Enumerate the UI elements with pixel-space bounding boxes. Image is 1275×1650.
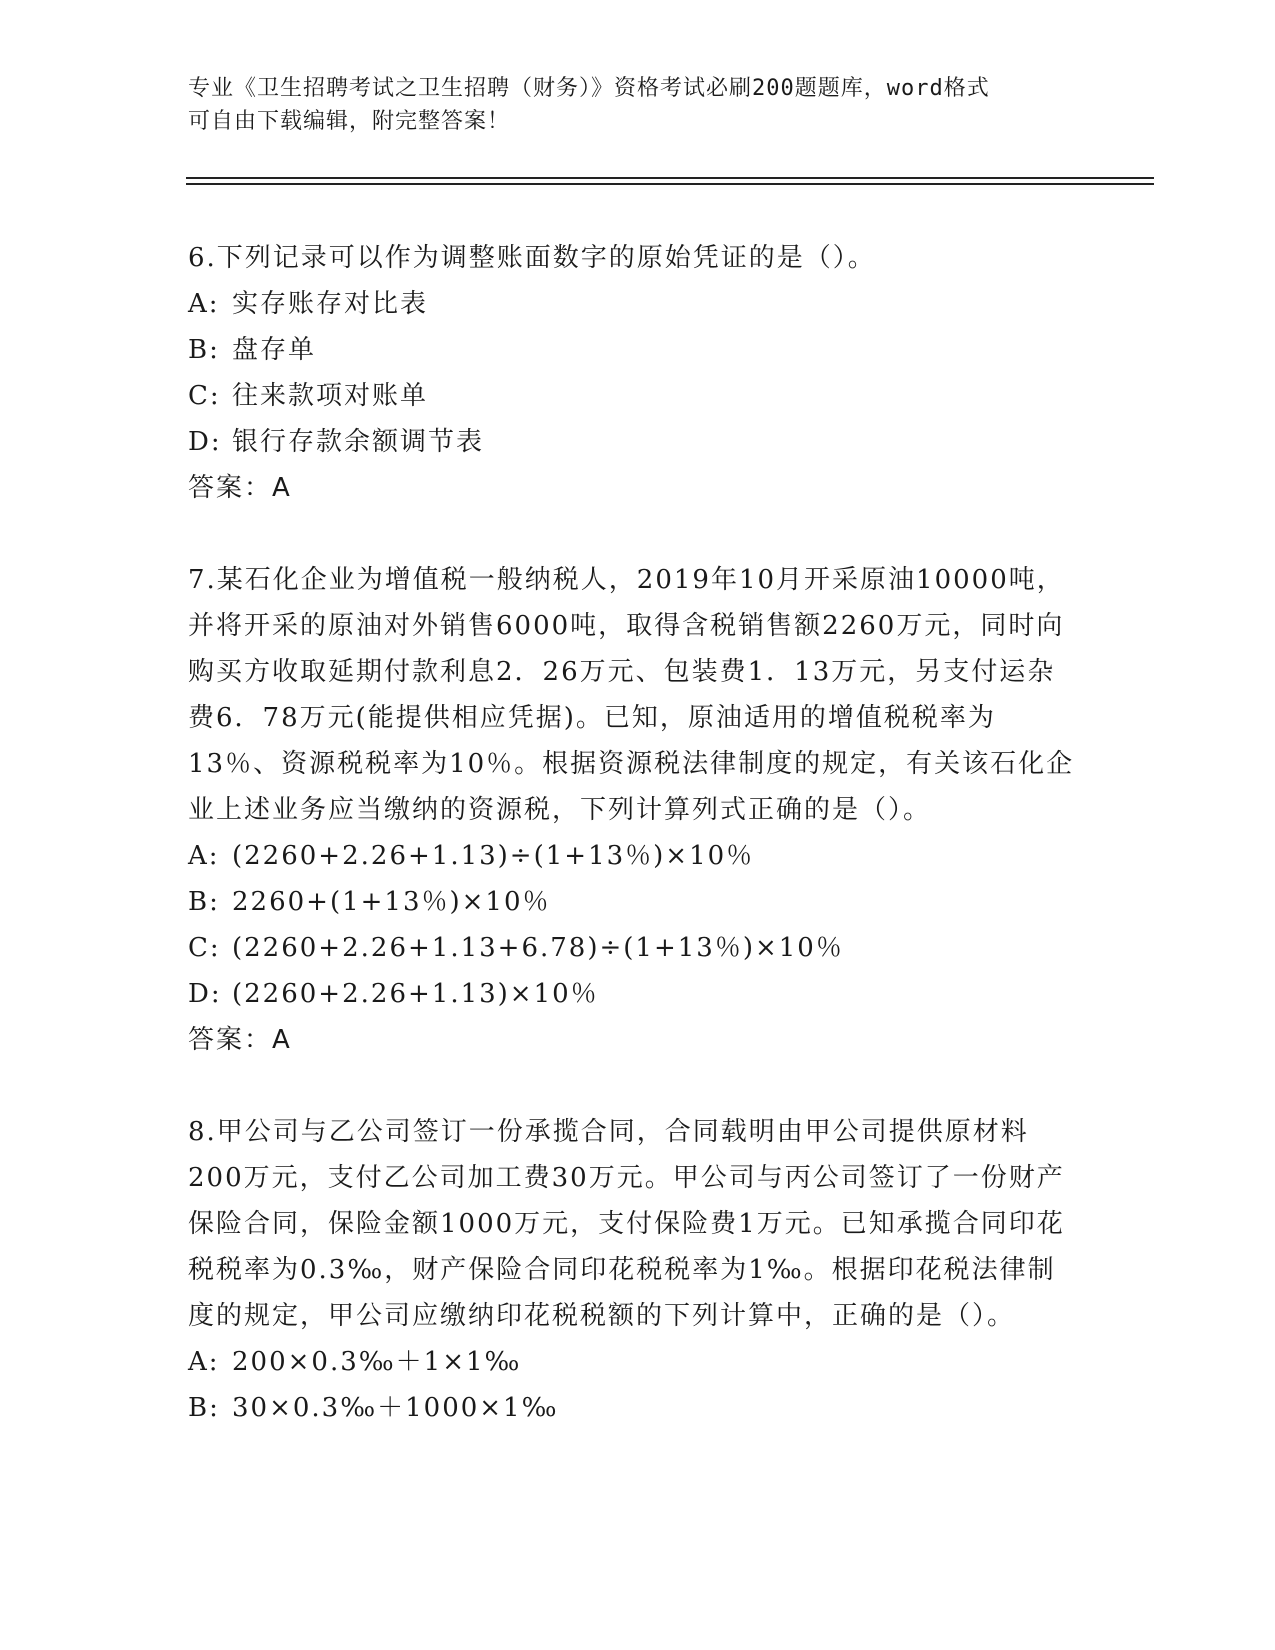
- option-key: B:: [188, 887, 220, 917]
- option-a: [188, 1339, 1078, 1385]
- option-c: [188, 925, 1078, 971]
- option-text: 实存账存对比表: [232, 289, 429, 319]
- option-text: (2260+2.26+1.13)÷(1+13％)×10％: [232, 841, 755, 871]
- question-stem: 7.某石化企业为增值税一般纳税人，2019年10月开采原油10000吨，并将开采的原油对外销售6000吨，取得含税销售额2260万元，同时向购买方收取延期付款利息2．26万元、包装费1．13万元，另支付运杂费6．78万元(能提供相应凭据)。已知，原油适用的增值税税率为13％、资源税税率为10％。根据资源税法律制度的规定，有关该石化企业上述业务应当缴纳的资源税，下列计算列式正确的是（）。: [188, 565, 1075, 825]
- option-b: [188, 879, 1078, 925]
- option-text: 200×0.3‰＋1×1‰: [232, 1347, 522, 1377]
- question-8: [188, 1109, 1078, 1431]
- option-text: (2260+2.26+1.13)×10％: [232, 979, 599, 1009]
- option-key: D:: [188, 427, 222, 457]
- answer-line: 答案：A: [188, 1025, 292, 1055]
- option-text: 往来款项对账单: [232, 381, 429, 411]
- question-list: [188, 235, 1078, 1477]
- option-key: A:: [188, 1347, 220, 1377]
- option-key: A:: [188, 289, 220, 319]
- option-key: C:: [188, 933, 221, 963]
- option-key: B:: [188, 335, 220, 365]
- option-d: [188, 419, 1078, 465]
- option-d: [188, 971, 1078, 1017]
- header-line-2: 可自由下载编辑，附完整答案！: [188, 109, 511, 134]
- option-a: [188, 833, 1078, 879]
- option-a: [188, 281, 1078, 327]
- header-line-1: 专业《卫生招聘考试之卫生招聘（财务）》资格考试必刷200题题库，word格式: [188, 76, 990, 101]
- option-b: [188, 327, 1078, 373]
- option-text: (2260+2.26+1.13+6.78)÷(1+13％)×10％: [232, 933, 844, 963]
- document-header: [188, 72, 1068, 138]
- option-text: 盘存单: [232, 335, 317, 365]
- question-6: [188, 235, 1078, 511]
- question-stem: 8.甲公司与乙公司签订一份承揽合同，合同载明由甲公司提供原材料200万元，支付乙公司加工费30万元。甲公司与丙公司签订了一份财产保险合同，保险金额1000万元，支付保险费1万元。已知承揽合同印花税税率为0.3‰，财产保险合同印花税税率为1‰。根据印花税法律制度的规定，甲公司应缴纳印花税税额的下列计算中，正确的是（）。: [188, 1117, 1065, 1331]
- option-key: A:: [188, 841, 220, 871]
- option-c: [188, 373, 1078, 419]
- option-text: 银行存款余额调节表: [232, 427, 485, 457]
- question-7: [188, 557, 1078, 1063]
- option-key: D:: [188, 979, 222, 1009]
- question-stem: 6.下列记录可以作为调整账面数字的原始凭证的是（）。: [188, 243, 876, 273]
- header-divider-bottom: [186, 183, 1154, 185]
- header-divider-top: [186, 177, 1154, 179]
- answer-line: 答案：A: [188, 473, 292, 503]
- option-b: [188, 1385, 1078, 1431]
- option-text: 30×0.3‰＋1000×1‰: [232, 1393, 559, 1423]
- option-key: C:: [188, 381, 221, 411]
- option-text: 2260+(1+13％)×10％: [232, 887, 551, 917]
- option-key: B:: [188, 1393, 220, 1423]
